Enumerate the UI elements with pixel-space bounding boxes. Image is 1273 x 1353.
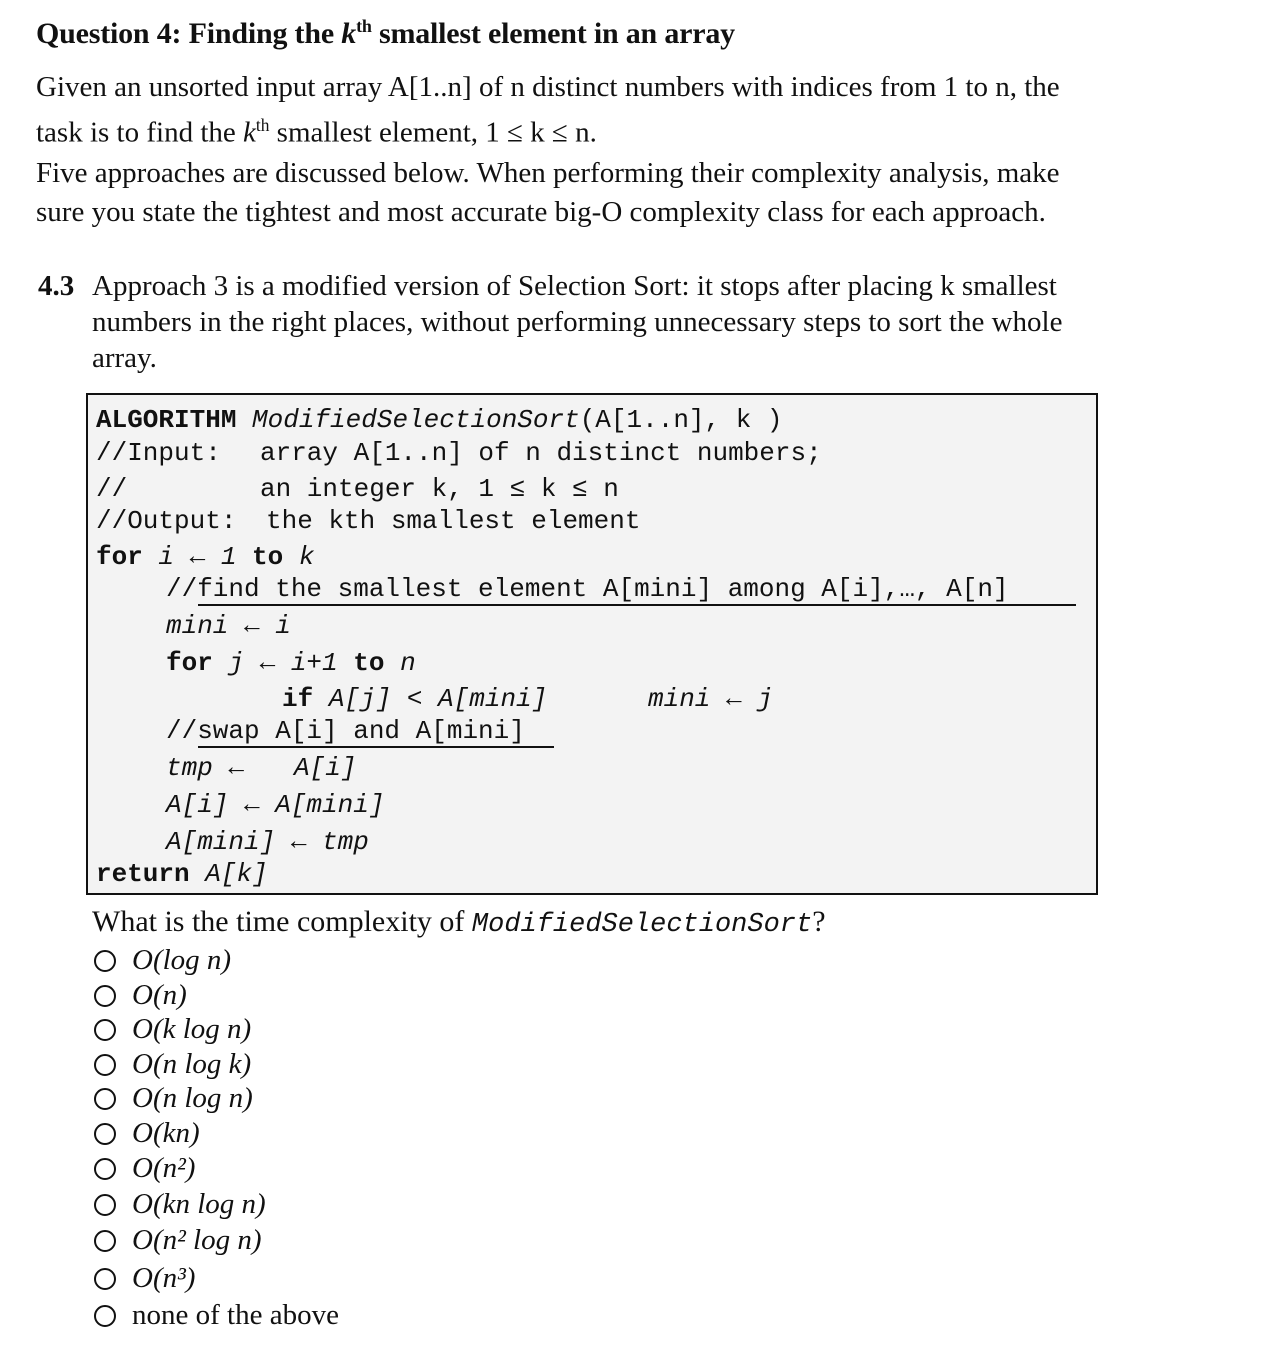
section-line-2: numbers in the right places, without performing unnecessary steps to sort the whole <box>92 306 1063 338</box>
comment-find-underline <box>198 604 1076 606</box>
output-label: //Output: <box>96 506 237 536</box>
input-line-1: array A[1..n] of n distinct numbers; <box>260 438 822 468</box>
section-line-3: array. <box>92 342 157 374</box>
comment-swap-underline <box>198 746 554 748</box>
comment-swap: //swap A[i] and A[mini] <box>166 716 525 746</box>
intro-line-2: task is to find the $k^{th}$ smallest element, 1 ≤ k ≤ n. <box>36 115 597 149</box>
option-11[interactable]: none of the above <box>94 1299 339 1332</box>
option-6[interactable]: O(kn) <box>94 1117 200 1150</box>
input-label: //Input: <box>96 438 221 468</box>
section-line-1: Approach 3 is a modified version of Selection Sort: it stops after placing k smallest <box>92 270 1057 302</box>
radio-icon[interactable] <box>94 1194 116 1216</box>
swap-line-3: A[mini] ← tmp <box>166 827 369 857</box>
radio-icon[interactable] <box>94 985 116 1007</box>
radio-icon[interactable] <box>94 1019 116 1041</box>
if-line: if A[j] < A[mini] <box>282 684 548 714</box>
question-prompt: What is the time complexity of ModifiedSelectionSort? <box>92 905 826 940</box>
option-4[interactable]: O(n log k) <box>94 1048 251 1081</box>
swap-line-1a: tmp ← <box>166 753 245 783</box>
question-title: Question 4: Finding the $k^{th}$ smallest element in an array <box>36 16 735 50</box>
option-1[interactable]: O(log n) <box>94 944 231 977</box>
comment-find: //find the smallest element A[mini] among A[i],…, A[n] <box>166 574 1009 604</box>
radio-icon[interactable] <box>94 1268 116 1290</box>
radio-icon[interactable] <box>94 1088 116 1110</box>
radio-icon[interactable] <box>94 1054 116 1076</box>
option-10[interactable]: O(n³) <box>94 1262 195 1295</box>
option-2[interactable]: O(n) <box>94 979 187 1012</box>
return-line: return A[k] <box>96 859 268 889</box>
radio-icon[interactable] <box>94 1230 116 1252</box>
algorithm-box <box>86 393 1098 895</box>
input-cont: // <box>96 474 128 504</box>
option-5[interactable]: O(n log n) <box>94 1082 253 1115</box>
approaches-line-1: Five approaches are discussed below. When performing their complexity analysis, make <box>36 157 1060 189</box>
inner-for-line: for j ← i+1 to n <box>166 648 416 678</box>
section-number: 4.3 <box>38 270 75 302</box>
algorithm-header: ALGORITHM ModifiedSelectionSort(A[1..n], k ) <box>96 405 783 435</box>
radio-icon[interactable] <box>94 1123 116 1145</box>
option-7[interactable]: O(n²) <box>94 1152 195 1185</box>
swap-line-1b: A[i] <box>294 753 357 783</box>
swap-line-2: A[i] ← A[mini] <box>166 790 385 820</box>
option-8[interactable]: O(kn log n) <box>94 1188 266 1221</box>
radio-icon[interactable] <box>94 1305 116 1327</box>
if-body: mini ← j <box>648 684 773 714</box>
radio-icon[interactable] <box>94 950 116 972</box>
input-line-2: an integer k, 1 ≤ k ≤ n <box>260 474 619 504</box>
output-line: the kth smallest element <box>266 506 641 536</box>
option-9[interactable]: O(n² log n) <box>94 1224 262 1257</box>
outer-for-line: for i ← 1 to k <box>96 542 315 572</box>
mini-init-line: mini ← i <box>166 611 291 641</box>
radio-icon[interactable] <box>94 1158 116 1180</box>
intro-line-1: Given an unsorted input array A[1..n] of n distinct numbers with indices from 1 to n, the <box>36 71 1060 103</box>
approaches-line-2: sure you state the tightest and most accurate big-O complexity class for each approach. <box>36 196 1046 228</box>
option-3[interactable]: O(k log n) <box>94 1013 251 1046</box>
